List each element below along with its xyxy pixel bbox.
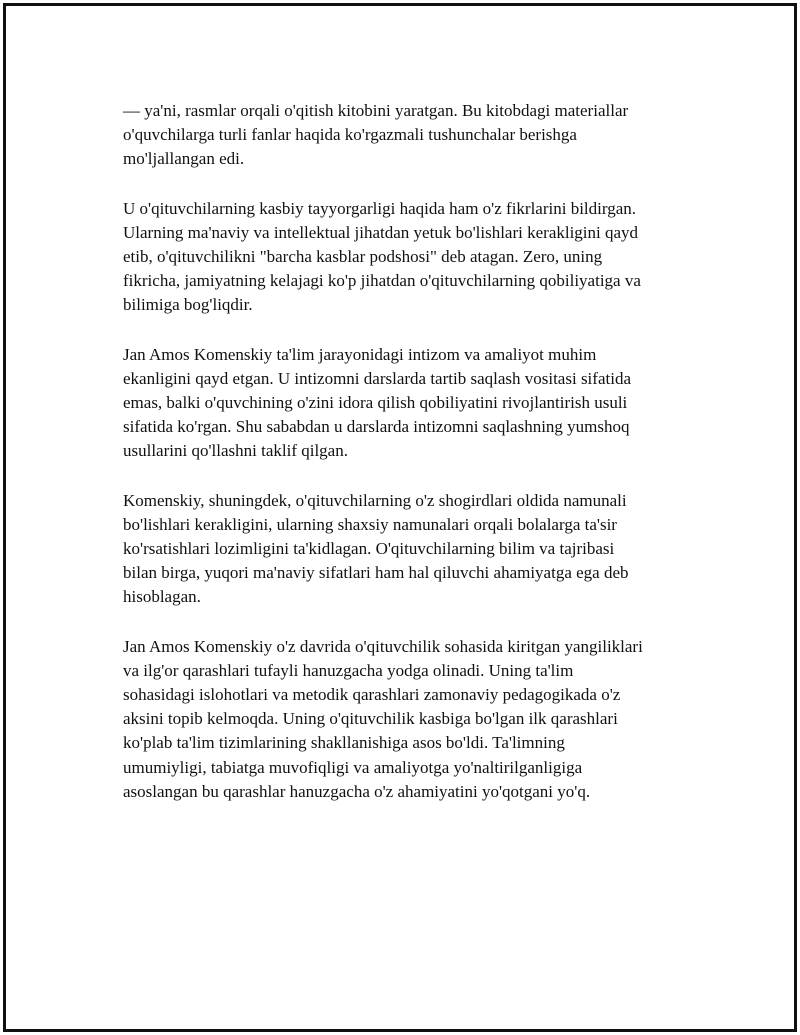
paragraph-teacher-training: U o'qituvchilarning kasbiy tayyorgarligi haqida ham o'z fikrlarini bildirgan. Ularning ma'naviy va intellektual jihatdan yetuk bo'lishlari kerakligini qayd etib, o'qituvchilikni "barcha kasblar podshosi" deb atagan. Zero, uning fikricha, jamiyatning kelajagi ko'p jihatdan o'qituvchilarning qobiliyatiga va bilimiga bog'liqdir.	[123, 198, 641, 315]
document-body	[123, 99, 713, 829]
paragraph-teacher-example: Komenskiy, shuningdek, o'qituvchilarning o'z shogirdlari oldida namunali bo'lishlari kerakligini, ularning shaxsiy namunalari orqali bolalarga ta'sir ko'rsatishlari lozimligini ta'kidlagan. O'qituvchilarning bilim va tajribasi bilan birga, yuqori ma'naviy sifatlari ham hal qiluvchi ahamiyatga ega deb hisoblagan.	[123, 490, 629, 607]
paragraph-continuation: — ya'ni, rasmlar orqali o'qitish kitobini yaratgan. Bu kitobdagi materiallar o'quvchilarga turli fanlar haqida ko'rgazmali tushunchalar berishga mo'ljallangan edi.	[123, 101, 629, 169]
paragraph-legacy: Jan Amos Komenskiy o'z davrida o'qituvchilik sohasida kiritgan yangiliklari va ilg'or qarashlari tufayli hanuzgacha yodga olinadi. Uning ta'lim sohasidagi islohotlari va metodik qarashlari zamonaviy pedagogikada o'z aksini topib kelmoqda. Uning o'qituvchilik kasbiga bo'lgan ilk qarashlari ko'plab ta'lim tizimlarining shakllanishiga asos bo'ldi. Ta'limning umumiyligi, tabiatga muvofiqligi va amaliyotga yo'naltirilganligiga asoslangan bu qarashlar hanuzgacha o'z ahamiyatini yo'qotgani yo'q.	[123, 636, 643, 801]
page-border	[3, 3, 797, 1032]
paragraph-discipline: Jan Amos Komenskiy ta'lim jarayonidagi intizom va amaliyot muhim ekanligini qayd etgan. U intizomni darslarda tartib saqlash vositasi sifatida emas, balki o'quvchining o'zini idora qilish qobiliyatini rivojlantirish usuli sifatida ko'rgan. Shu sababdan u darslarda intizomni saqlashning yumshoq usullarini qo'llashni taklif qilgan.	[123, 344, 631, 461]
